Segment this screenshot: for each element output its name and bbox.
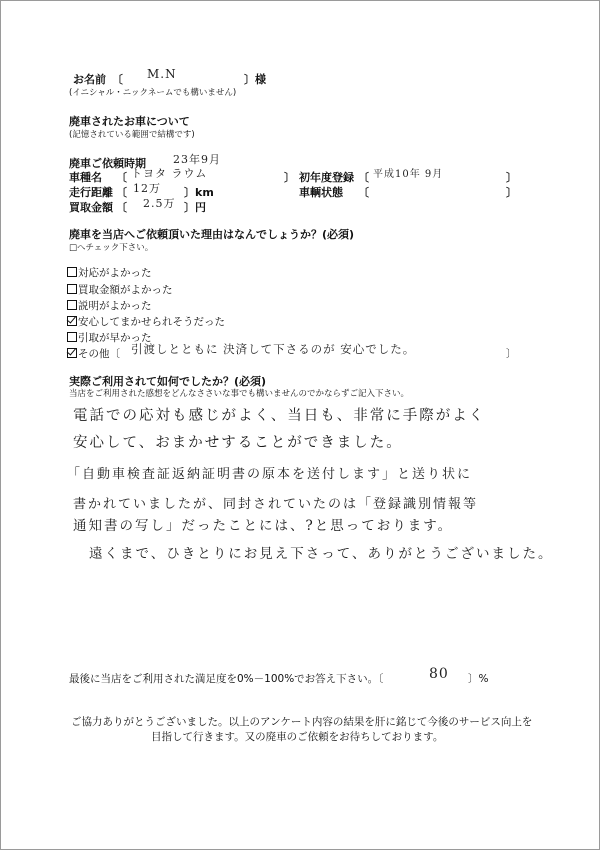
model-bracket-close: 〕 (284, 171, 295, 184)
reason-option-label: その他〔 (78, 348, 120, 360)
checkbox-price[interactable] (67, 284, 77, 294)
price-label: 買取金額 (69, 201, 113, 214)
reason-option-label: 対応がよかった (78, 267, 152, 279)
feedback-line-5[interactable]: 通知書の写し」だったことには、?と思っております。 (73, 518, 454, 534)
condition-bracket-open: 〔 (358, 186, 369, 199)
mileage-value[interactable]: 12万 (133, 182, 161, 195)
feedback-question: 実際ご利用されて如何でしたか？(必須) (69, 375, 267, 388)
checkbox-other-checked[interactable] (67, 348, 77, 358)
request-time-label: 廃車ご依頼時期 (69, 157, 146, 170)
price-unit-row (184, 199, 206, 215)
checkbox-pickup[interactable] (67, 332, 77, 342)
reason-option-label: 引取が早かった (78, 332, 152, 344)
reason-question: 廃車を当店へご依頼頂いた理由はなんでしょうか？(必須) (69, 228, 355, 241)
closing-line-1: ご協力ありがとうございました。以上のアンケート内容の結果を肝に銘じて今後のサービス向上を (71, 716, 533, 728)
name-label: お名前 (73, 73, 106, 86)
checkbox-trust-checked[interactable] (67, 316, 77, 326)
feedback-line-6[interactable]: 遠くまで、ひきとりにお見え下さって、ありがとうございました。 (89, 546, 554, 562)
mileage-bracket-close: 〕 (184, 186, 195, 199)
feedback-line-2[interactable]: 安心して、おまかせすることができました。 (73, 435, 403, 451)
closing-line-2: 目指して行きます。又の廃車のご依頼をお待ちしております。 (151, 731, 444, 743)
first-reg-bracket-close: 〕 (506, 171, 517, 184)
feedback-line-1[interactable]: 電話での応対も感じがよく、当日も、非常に手際がよく (73, 408, 486, 424)
first-reg-label: 初年度登録 (299, 171, 354, 184)
model-value[interactable]: トヨタ ラウム (131, 167, 208, 180)
mileage-unit-row (184, 184, 214, 200)
car-heading: 廃車されたお車について (69, 115, 190, 128)
other-bracket-close: 〕 (506, 348, 517, 360)
price-unit: 円 (195, 201, 206, 214)
first-reg-bracket-open: 〔 (358, 171, 369, 184)
reason-option-other[interactable] (67, 346, 120, 361)
satisfaction-value[interactable]: 80 (429, 666, 449, 682)
name-bracket-close: 〕 (244, 73, 255, 86)
feedback-line-4[interactable]: 書かれていましたが、同封されていたのは「登録識別情報等 (73, 497, 479, 512)
name-row (73, 71, 123, 87)
feedback-line-3[interactable]: 「自動車検査証返納証明書の原本を送付します」と送り状に (67, 467, 473, 482)
name-value[interactable]: M.N (147, 67, 177, 81)
other-reason-value[interactable]: 引渡しとともに 決済して下さるのが 安心でした。 (131, 342, 416, 356)
reason-option-label: 説明がよかった (78, 300, 152, 312)
price-bracket-open: 〔 (116, 201, 127, 214)
mileage-label: 走行距離 (69, 186, 113, 199)
mileage-bracket-open: 〔 (116, 186, 127, 199)
mileage-unit: km (195, 186, 214, 199)
name-note: (イニシャル・ニックネームでも構いません) (69, 88, 237, 98)
reason-option-price[interactable] (67, 282, 173, 297)
satisfaction-question: 最後に当店をご利用された満足度を0%－100%でお答え下さい。〔 (69, 673, 384, 685)
feedback-note: 当店をご利用された感想をどんなささいな事でも構いませんのでかならずご記入下さい。 (69, 389, 410, 399)
checkbox-explanation[interactable] (67, 300, 77, 310)
model-label: 車種名 (69, 171, 102, 184)
name-bracket-open: 〔 (111, 73, 123, 86)
price-bracket-close: 〕 (184, 201, 195, 214)
reason-option-label: 買取金額がよかった (78, 284, 173, 296)
reason-option-explanation[interactable] (67, 298, 152, 313)
reason-instruction: □へチェック下さい。 (69, 243, 154, 253)
model-bracket-open: 〔 (116, 171, 127, 184)
name-suffix: 様 (255, 73, 266, 86)
condition-label: 車輌状態 (299, 186, 343, 199)
checkbox-response[interactable] (67, 267, 77, 277)
request-time-value[interactable]: 23年9月 (173, 153, 221, 166)
first-reg-value[interactable]: 平成10年 9月 (373, 169, 444, 180)
price-value[interactable]: 2.5万 (143, 197, 176, 210)
car-note: (記憶されている範囲で結構です) (69, 130, 195, 140)
reason-option-response[interactable] (67, 265, 152, 280)
satisfaction-close: 〕% (468, 673, 489, 685)
condition-bracket-close: 〕 (506, 186, 517, 199)
name-suffix-row (244, 71, 266, 87)
reason-option-label: 安心してまかせられそうだった (78, 316, 225, 328)
reason-option-trust[interactable] (67, 314, 225, 329)
